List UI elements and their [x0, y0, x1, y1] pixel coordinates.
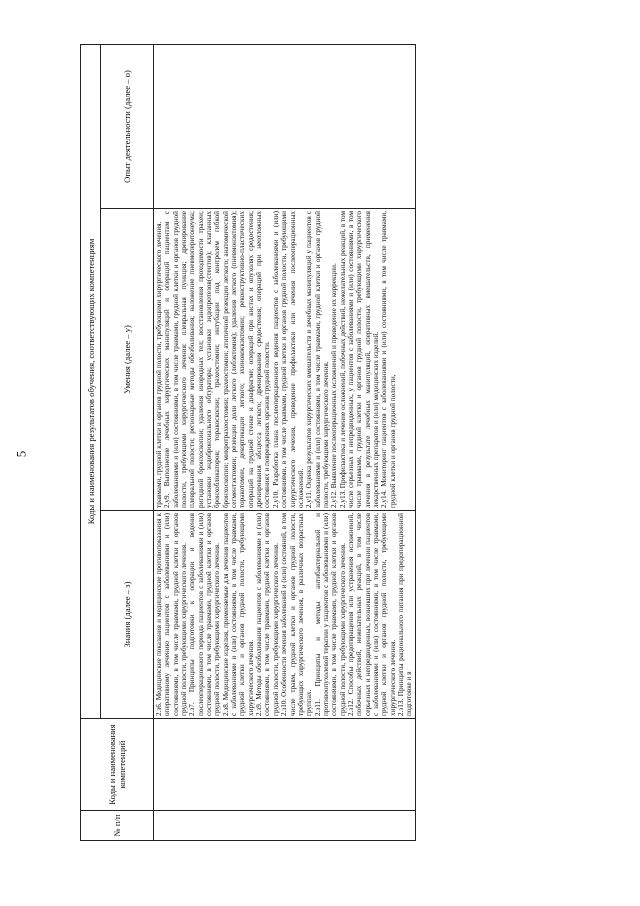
body-row [154, 44, 416, 840]
cell-knowledge [154, 511, 416, 719]
knowledge-item: 2.з6. Медицинские показания и медицинские противопоказания к оперативному лечению пациентов с заболеваниями и (или) состояниями, в том числе травмами, грудной клетки и органов грудной полости, требующими хирургического лечения. [155, 513, 189, 716]
header-codes-names: Коды и наименования компетенций [81, 719, 154, 811]
skill-item: 2.у12. Выявление послеоперационных осложнений и проведение их коррекции. [330, 263, 339, 508]
skill-item: 2.у11. Оценка результатов хирургических вмешательств и лечебных манипуляций у пациентов с заболеваниями и (или) состояниями, в том числе травмами, грудной клетки и органов грудной полости, требующими хирургического лечения. [305, 211, 330, 508]
knowledge-item: 2.з8. Медицинские изделия, применяемые для лечения пациентов с заболеваниями и (или) состояниями, в том числе травмами, грудной клетки и органов грудной полости, требующими хирургического лечения. [221, 513, 255, 716]
knowledge-item: 2.з9. Методы обезболивания пациентов с заболеваниями и (или) состояниями, в том числе травмами, грудной клетки и органов грудной полости, требующими хирургического лечения. [255, 513, 280, 716]
knowledge-item: 2.з12. Способы предотвращения или устранения осложнений, побочных действий, нежелательных реакций, в том числе серьезных и непредвиденных, возникших при лечении пациентов с заболеваниями и (или) состояниями, в том числе травмами, грудной клетки и органов грудной полости, требующими хирургического лечения. [346, 513, 397, 716]
skill-item: травмами, грудной клетки и органов грудной полости, требующими хирургического лечения. [155, 221, 163, 508]
knowledge-item: 2.з11. Принципы и методы антибактериальной и противоопухолевой терапии у пациентов с заболеваниями и (или) состояниями, в том числе травмами, грудной клетки и органов грудной полости, требующими хирургического лечения. [313, 513, 347, 716]
cell-codes [154, 719, 416, 811]
header-group: Коды и наименования результатов обучения, соответствующих компетенциям [81, 44, 101, 718]
skill-item: 2.у10. Разработка плана послеоперационного ведения пациентов с заболеваниями и (или) состояниями, в том числе травмами, грудной клетки и органов грудной полости, требующими хирургического лечения, проведение профилактики или лечения послеоперационных осложнений. [271, 211, 305, 508]
knowledge-item: 2.з10. Особенности лечения заболеваний и (или) состояний, в том числе травм, грудной клетки и органов грудной полости, требующих хирургического лечения, в различных возрастных группах. [280, 513, 314, 716]
skill-item: 2.у14. Мониторинг пациентов с заболеваниями и (или) состояниями, в том числе травмами, грудной клетки и органов грудной полости, [380, 211, 397, 508]
cell-experience [154, 44, 416, 208]
competency-table [80, 44, 416, 841]
competency-table-rotated [80, 45, 618, 841]
skill-item: 2.у9. Выполнение лечебных хирургических манипуляций и операций пациентам с заболеваниями и (или) состояниями, в том числе травмами, грудной клетки и органов грудной полости, требующими хирургического лечения: плевральная пункция; дренирование плевральной полости; регионарные методы обезболивания; наложение пневмоперитонеума; ригидной бронхоскопии; удаления инородных тел; восстановления проходимости трахеи; установки эндобронхиального обтуратора; установки эндопротезов(стентов); клапанных бронхоблокаторов; торакоскопии; трахеостомии; интубации под контролем гибкой бронхоскопии; микротрахеостомии; трахеостомии; атипичной резекции легкого; анатомической сегментэктомии; резекции доли легкого (лобэктомия); удаления легкого (пневмонэктомия); торакотомии, декортикации легкого; эхинококкэктомии; реконструктивно-пластических операций на грудной стенке и диафрагме; операций при кистах и опухолях средостения; дренирования абсцесса легкого; дренирования средостения; операций при неотложных состояниях и повреждениях органов грудной полости. [163, 211, 272, 508]
skill-item: 2.у13. Профилактика и лечение осложнений, побочных действий, нежелательных реакций, в том числе серьезных и непредвиденных, у пациентов с заболеваниями и (или) состояниями, в том числе травмами, грудной клетки и органов грудной полости, требующими хирургического лечения в результате лечебных манипуляций, оперативных вмешательств, применения лекарственных препаратов и (или) медицинских изделий. [338, 211, 380, 508]
header-num: № п/п [81, 811, 154, 841]
knowledge-item: 2.з7. Принципы подготовки к операции и ведения послеоперационного периода пациентов с заболеваниями и (или) состояниями, в том числе травмами, грудной клетки и органов грудной полости, требующими хирургического лечения. [188, 513, 222, 716]
cell-skills [154, 209, 416, 511]
knowledge-item: 2.з13. Принципы рационального питания при предоперационной подготовке и в [396, 513, 414, 716]
cell-num [154, 811, 416, 841]
header-skills: Умения (далее – у) [101, 209, 154, 511]
page-number: 5 [13, 450, 29, 458]
header-knowledge: Знания (далее – з) [101, 511, 154, 719]
header-row-1 [81, 44, 101, 840]
header-experience: Опыт деятельности (далее – о) [101, 44, 154, 208]
